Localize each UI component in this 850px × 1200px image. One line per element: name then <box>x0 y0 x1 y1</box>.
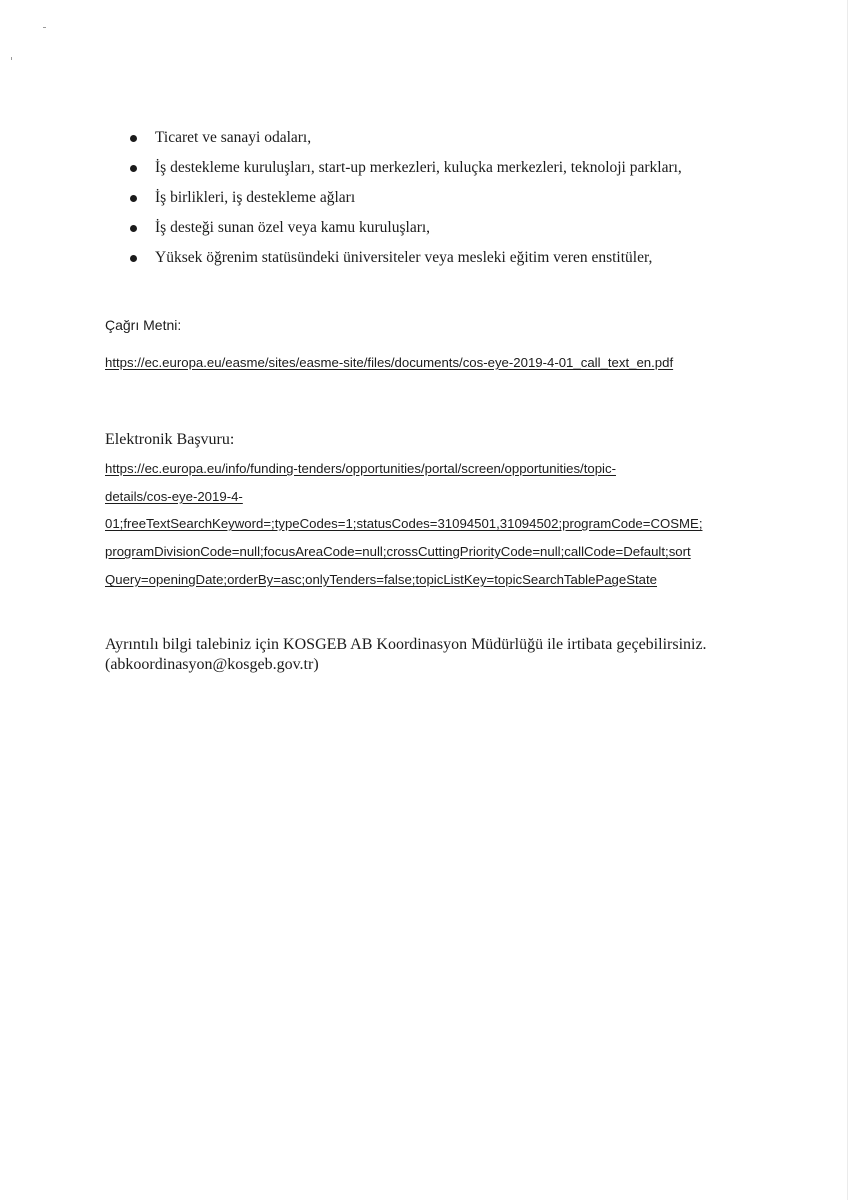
electronic-application-link-line[interactable]: programDivisionCode=null;focusAreaCode=null;crossCuttingPriorityCode=null;callCode=Default;sort <box>105 544 691 559</box>
scan-speck <box>43 27 46 28</box>
list-item-text: İş birlikleri, iş destekleme ağları <box>155 189 356 206</box>
call-text-link[interactable]: https://ec.europa.eu/easme/sites/easme-site/files/documents/cos-eye-2019-4-01_call_text_en.pdf <box>105 355 674 370</box>
bullet-icon <box>130 225 137 232</box>
bullet-icon <box>130 165 137 172</box>
list-item-text: İş destekleme kuruluşları, start-up merkezleri, kuluçka merkezleri, teknoloji parkları, <box>155 159 682 176</box>
list-item <box>130 217 682 247</box>
list-item-text: Ticaret ve sanayi odaları, <box>155 129 312 146</box>
list-item <box>130 247 682 277</box>
bullet-icon <box>130 135 137 142</box>
electronic-application-link-line[interactable]: https://ec.europa.eu/info/funding-tenders/opportunities/portal/screen/opportunities/topic- <box>105 461 616 476</box>
contact-info-text: Ayrıntılı bilgi talebiniz için KOSGEB AB Koordinasyon Müdürlüğü ile irtibata geçebilirsiniz. <box>105 636 707 653</box>
contact-email: (abkoordinasyon@kosgeb.gov.tr) <box>105 656 319 673</box>
list-item-text: İş desteği sunan özel veya kamu kuruluşları, <box>155 219 431 236</box>
bullet-icon <box>130 255 137 262</box>
list-item <box>130 127 682 157</box>
bullet-icon <box>130 195 137 202</box>
list-item <box>130 187 682 217</box>
list-item-text: Yüksek öğrenim statüsündeki üniversiteler veya mesleki eğitim veren enstitüler, <box>155 249 653 266</box>
list-item <box>130 157 682 187</box>
call-text-label: Çağrı Metni: <box>105 317 182 333</box>
electronic-application-link-line[interactable]: 01;freeTextSearchKeyword=;typeCodes=1;statusCodes=31094501,31094502;programCode=COSME; <box>105 516 703 531</box>
electronic-application-label: Elektronik Başvuru: <box>105 431 235 448</box>
electronic-application-link-line[interactable]: Query=openingDate;orderBy=asc;onlyTenders=false;topicListKey=topicSearchTablePageState <box>105 572 658 587</box>
scan-speck <box>11 57 12 60</box>
eligible-organizations-list <box>130 127 682 277</box>
scan-edge-line <box>847 0 848 1200</box>
electronic-application-link-line[interactable]: details/cos-eye-2019-4- <box>105 489 243 504</box>
